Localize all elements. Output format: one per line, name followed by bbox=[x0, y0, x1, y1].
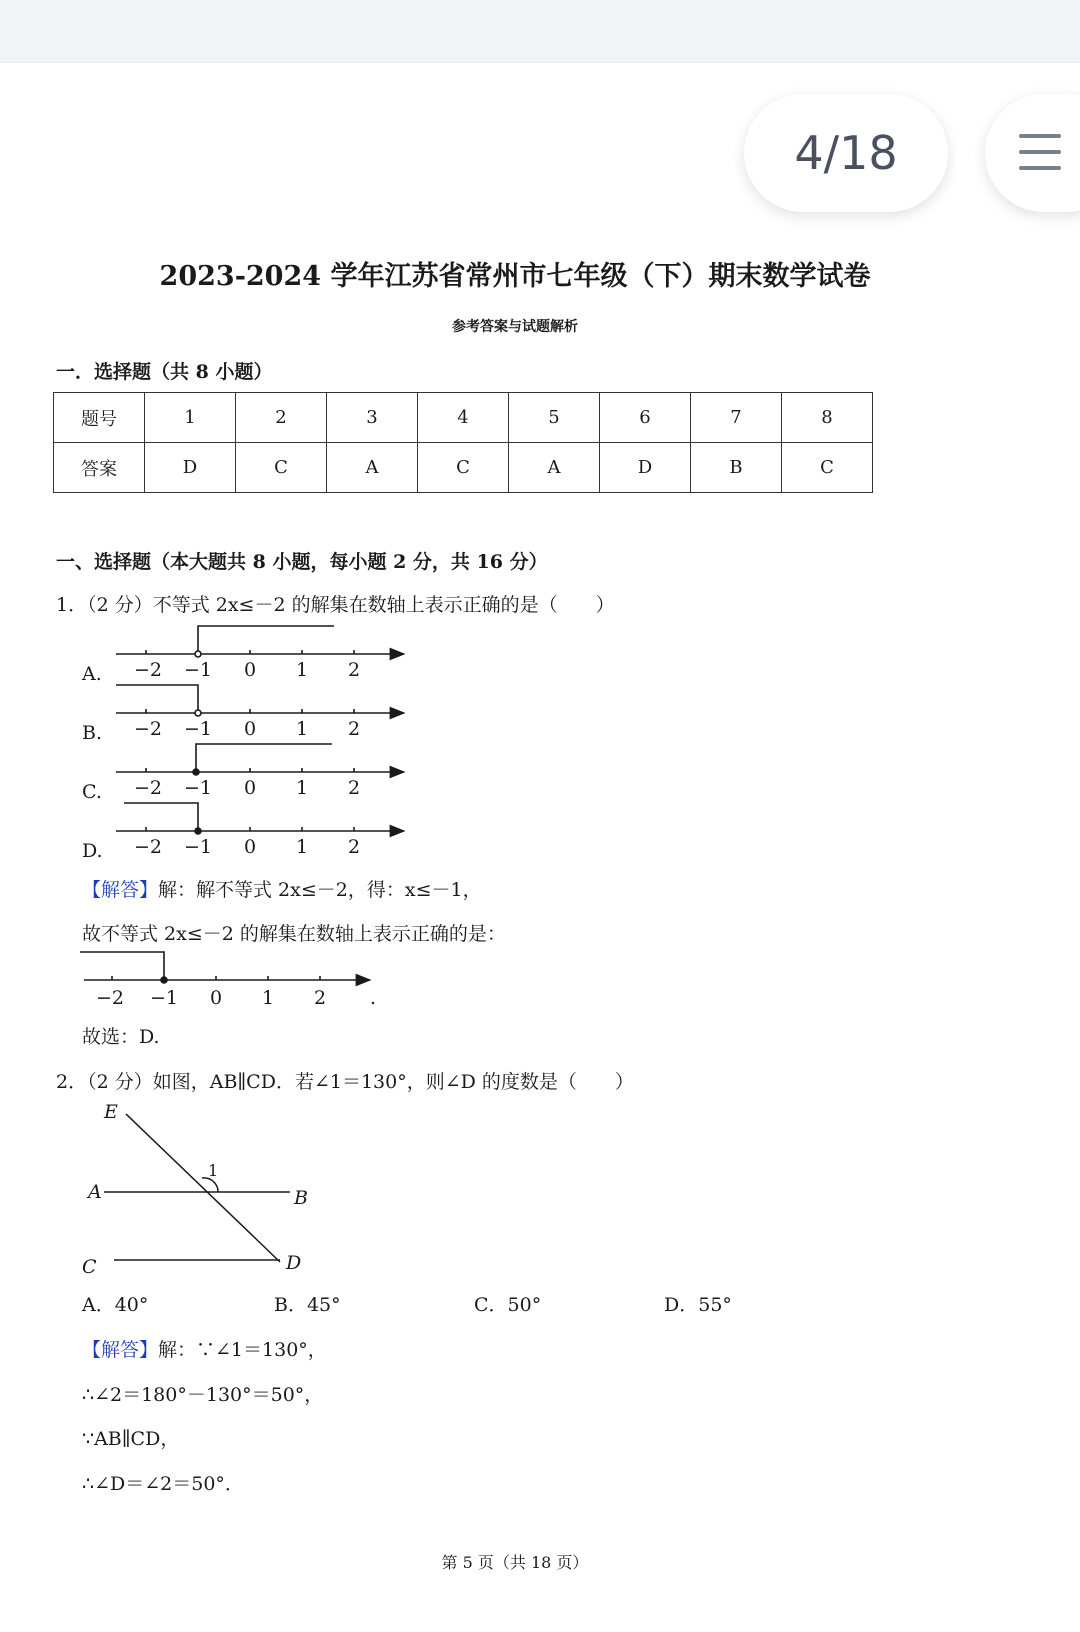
viewer-top-bar bbox=[0, 0, 1080, 62]
tick-label: 1 bbox=[296, 836, 309, 858]
tick-label: −1 bbox=[184, 836, 213, 858]
table-cell: B bbox=[691, 443, 782, 493]
table-row bbox=[54, 393, 873, 443]
table-row bbox=[54, 443, 873, 493]
table-cell: C bbox=[782, 443, 873, 493]
solution-tag: 【解答】 bbox=[82, 879, 159, 901]
menu-icon bbox=[1019, 134, 1061, 138]
option-label: D. bbox=[82, 840, 103, 862]
q2-solution-line: ∵AB∥CD， bbox=[82, 1428, 180, 1450]
table-header-cell: 题号 bbox=[54, 393, 145, 443]
table-cell: 3 bbox=[327, 393, 418, 443]
tick-label: −2 bbox=[134, 777, 163, 799]
tick-label: −2 bbox=[134, 836, 163, 858]
table-cell: 5 bbox=[509, 393, 600, 443]
tick-label: −2 bbox=[134, 659, 163, 681]
table-cell: 1 bbox=[145, 393, 236, 443]
menu-icon bbox=[1019, 150, 1061, 154]
tick-label: 1 bbox=[296, 659, 309, 681]
tick-label: −2 bbox=[96, 987, 125, 1009]
table-cell: 6 bbox=[600, 393, 691, 443]
tick-label: 0 bbox=[210, 987, 223, 1009]
table-cell: A bbox=[509, 443, 600, 493]
tick-label: −1 bbox=[184, 777, 213, 799]
table-cell: D bbox=[600, 443, 691, 493]
table-cell: A bbox=[327, 443, 418, 493]
option-c: C．50° bbox=[474, 1294, 542, 1316]
solution-text: 解：解不等式 2x≤－2，得：x≤－1， bbox=[158, 879, 482, 901]
q1-solution-line: 故不等式 2x≤－2 的解集在数轴上表示正确的是： bbox=[82, 923, 506, 945]
option-label: A. bbox=[82, 663, 102, 685]
period: . bbox=[370, 987, 377, 1009]
tick-label: 0 bbox=[244, 777, 257, 799]
option-label: C. bbox=[82, 781, 102, 803]
document-title: 2023-2024 学年江苏省常州市七年级（下）期末数学试卷 bbox=[159, 261, 871, 292]
page-footer: 第 5 页（共 18 页） bbox=[441, 1553, 589, 1572]
table-cell: C bbox=[236, 443, 327, 493]
answer-table bbox=[53, 392, 873, 493]
table-cell: 2 bbox=[236, 393, 327, 443]
tick-label: 2 bbox=[348, 659, 361, 681]
table-cell: 4 bbox=[418, 393, 509, 443]
tick-label: 1 bbox=[296, 718, 309, 740]
page-indicator[interactable]: 4/18 bbox=[744, 94, 948, 212]
tick-label: 0 bbox=[244, 836, 257, 858]
point-label-b: B bbox=[294, 1187, 308, 1209]
tick-label: −1 bbox=[184, 718, 213, 740]
section-heading: 一．选择题（共 8 小题） bbox=[56, 361, 273, 383]
q2-solution-line: ∴∠2＝180°－130°＝50°， bbox=[82, 1384, 324, 1406]
document-subtitle: 参考答案与试题解析 bbox=[452, 319, 578, 335]
solution-tag: 【解答】 bbox=[82, 1339, 159, 1361]
tick-label: 2 bbox=[314, 987, 327, 1009]
option-b: B．45° bbox=[274, 1294, 341, 1316]
divider bbox=[0, 62, 1080, 63]
table-cell: D bbox=[145, 443, 236, 493]
q1-option-figures bbox=[78, 620, 498, 860]
q1-conclusion: 故选：D. bbox=[82, 1026, 160, 1048]
menu-icon bbox=[1019, 166, 1061, 170]
tick-label: 2 bbox=[348, 836, 361, 858]
point-label-c: C bbox=[82, 1256, 97, 1278]
point-label-a: A bbox=[88, 1181, 102, 1203]
tick-label: −2 bbox=[134, 718, 163, 740]
option-label: B. bbox=[82, 722, 103, 744]
tick-label: −1 bbox=[184, 659, 213, 681]
q2-solution-line: ∴∠D＝∠2＝50°． bbox=[82, 1473, 244, 1495]
question-2-stem: 2．（2 分）如图，AB∥CD．若∠1＝130°，则∠D 的度数是（ ） bbox=[56, 1071, 634, 1093]
q2-figure bbox=[80, 1098, 340, 1278]
table-cell: 8 bbox=[782, 393, 873, 443]
option-a: A．40° bbox=[82, 1294, 149, 1316]
tick-label: −1 bbox=[150, 987, 179, 1009]
point-label-e: E bbox=[104, 1101, 118, 1123]
table-cell: C bbox=[418, 443, 509, 493]
table-cell: 7 bbox=[691, 393, 782, 443]
solution-text: 解：∵∠1＝130°， bbox=[158, 1339, 327, 1361]
menu-button[interactable] bbox=[985, 94, 1080, 212]
tick-label: 2 bbox=[348, 718, 361, 740]
q2-solution-line bbox=[82, 1335, 327, 1362]
tick-label: 1 bbox=[296, 777, 309, 799]
table-header-cell: 答案 bbox=[54, 443, 145, 493]
question-1-stem: 1．（2 分）不等式 2x≤－2 的解集在数轴上表示正确的是（ ） bbox=[56, 594, 615, 616]
tick-label: 1 bbox=[262, 987, 275, 1009]
point-label-d: D bbox=[286, 1252, 302, 1274]
q1-solution-line bbox=[82, 875, 482, 902]
angle-label: 1 bbox=[208, 1161, 219, 1180]
tick-label: 0 bbox=[244, 659, 257, 681]
tick-label: 0 bbox=[244, 718, 257, 740]
q1-solution-figure bbox=[80, 948, 400, 1018]
option-d: D．55° bbox=[664, 1294, 732, 1316]
section-heading: 一、选择题（本大题共 8 小题，每小题 2 分，共 16 分） bbox=[56, 551, 548, 573]
tick-label: 2 bbox=[348, 777, 361, 799]
